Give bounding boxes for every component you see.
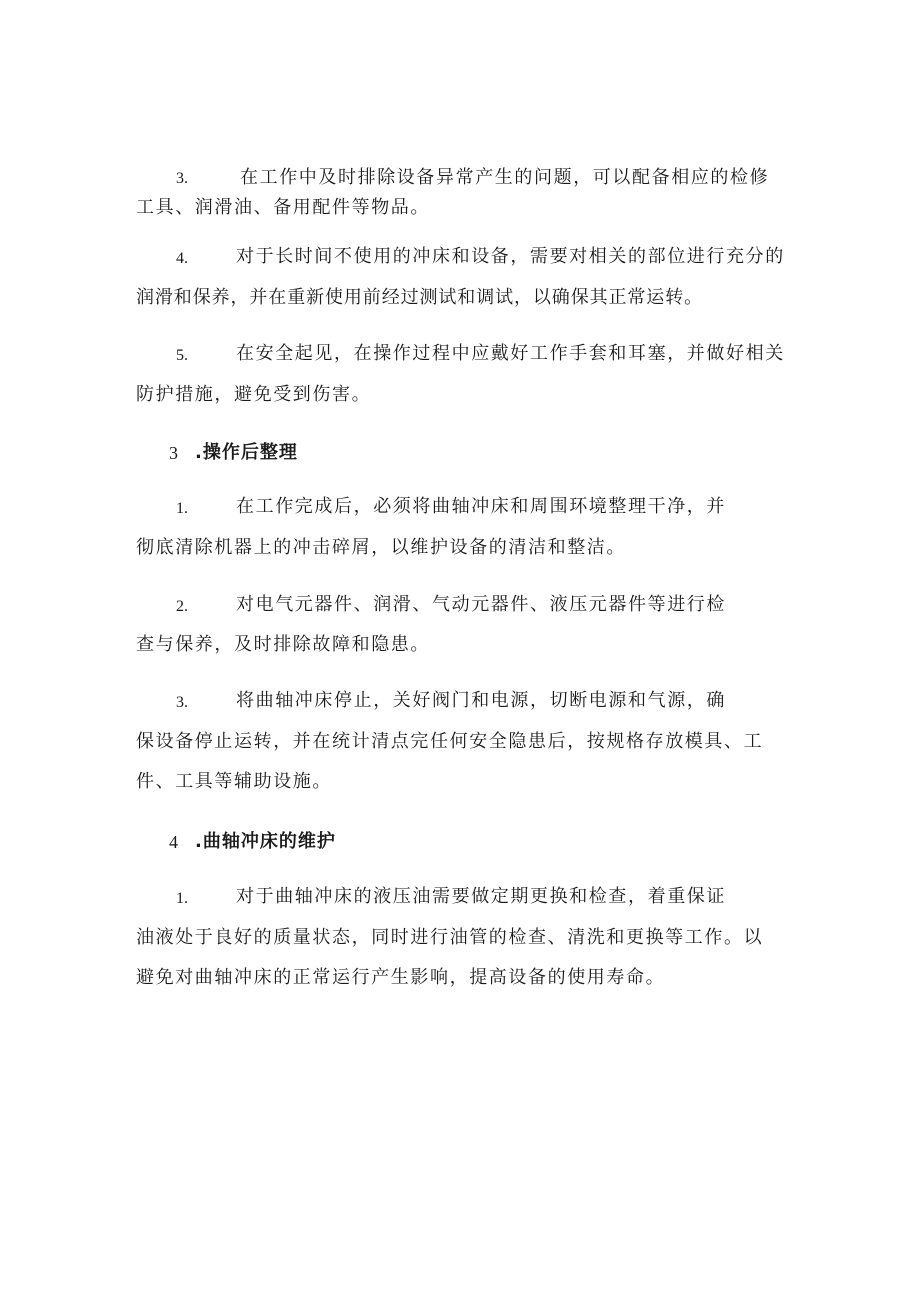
item-number: 3. [176,694,188,711]
item-text-line: 在工作中及时排除设备异常产生的问题，可以配备相应的检修 [240,167,770,188]
item-text-line: 对于长时间不使用的冲床和设备，需要对相关的部位进行充分的 [236,246,785,267]
item-text-line: 彻底清除机器上的冲击碎屑，以维护设备的清洁和整洁。 [136,537,626,558]
item-text-line: 防护措施，避免受到伤害。 [136,384,372,405]
section-number: 3 [169,443,178,463]
item-number: 5. [176,347,188,364]
item-text-line: 工具、润滑油、备用配件等物品。 [136,197,430,218]
item-number: 1. [176,890,188,907]
item-text-line: 在工作完成后，必须将曲轴冲床和周围环境整理干净，并 [236,496,726,517]
item-number: 1. [176,500,188,517]
section-title: .操作后整理 [195,442,298,463]
item-number: 2. [176,598,188,615]
item-number: 3. [176,170,188,187]
item-text-line: 避免对曲轴冲床的正常运行产生影响，提高设备的使用寿命。 [136,967,666,988]
item-text-line: 保设备停止运转，并在统计清点完任何安全隐患后，按规格存放模具、工 [136,731,764,752]
item-text-line: 对于曲轴冲床的液压油需要做定期更换和检查，着重保证 [236,886,726,907]
item-text-line: 查与保养，及时排除故障和隐患。 [136,634,430,655]
item-text-line: 件、工具等辅助设施。 [136,771,332,792]
item-text-line: 对电气元器件、润滑、气动元器件、液压元器件等进行检 [236,594,726,615]
item-text-line: 将曲轴冲床停止，关好阀门和电源，切断电源和气源，确 [236,690,726,711]
item-text-line: 油液处于良好的质量状态，同时进行油管的检查、清洗和更换等工作。以 [136,927,764,948]
item-text-line: 在安全起见，在操作过程中应戴好工作手套和耳塞，并做好相关 [236,343,785,364]
item-text-line: 润滑和保养，并在重新使用前经过测试和调试，以确保其正常运转。 [136,287,703,308]
item-number: 4. [176,250,188,267]
section-number: 4 [169,832,178,852]
section-title: .曲轴冲床的维护 [195,831,336,852]
